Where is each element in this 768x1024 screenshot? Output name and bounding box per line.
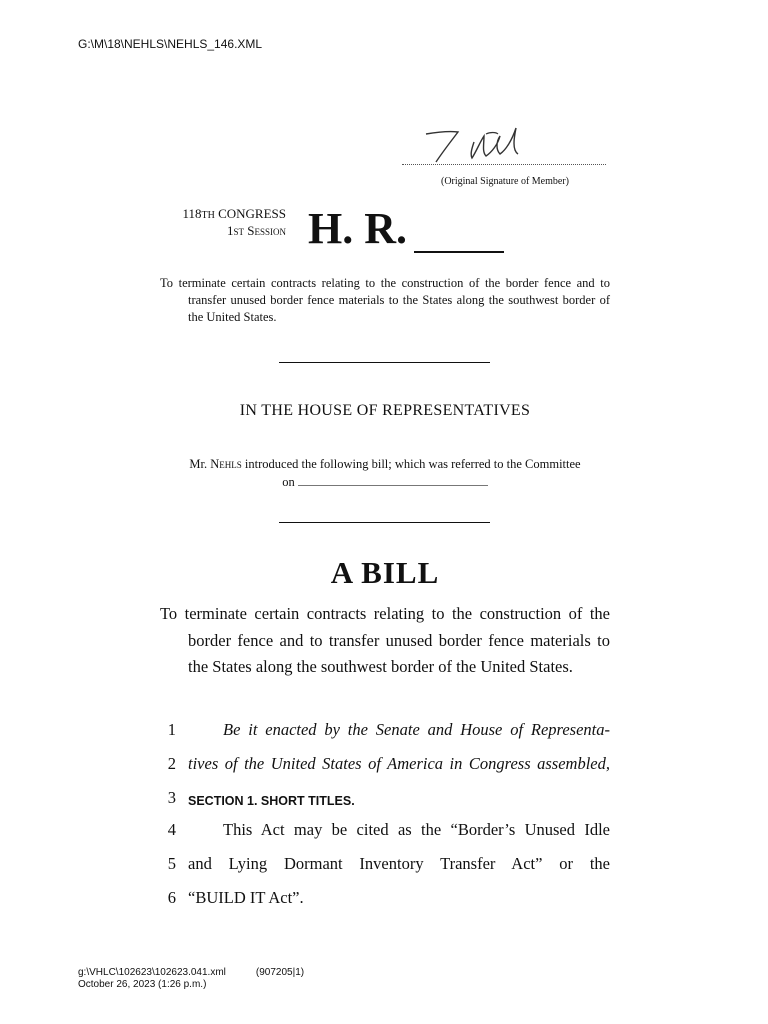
footer-date: October 26, 2023 (1:26 p.m.) xyxy=(78,979,207,990)
signature-caption: (Original Signature of Member) xyxy=(440,176,570,187)
congress-label: 118TH CONGRESS xyxy=(182,206,286,221)
line-number: 6 xyxy=(167,888,176,907)
bill-heading: A BILL xyxy=(330,555,440,590)
enacting-clause: tives of the United States of America in Congress assembled, xyxy=(188,754,610,773)
section-text: This Act may be cited as the “Border’s Unused Idle xyxy=(223,820,610,839)
session-label: 1st Session xyxy=(227,223,286,238)
committee-blank xyxy=(298,475,488,486)
bill-line xyxy=(160,720,610,742)
long-title: To terminate certain contracts relating to the construction of the border fence and to transfer unused border fence materials to the States along the southwest border of the United States. xyxy=(160,604,610,676)
bill-line xyxy=(160,754,610,776)
section-text: “BUILD IT Act”. xyxy=(188,888,304,907)
bill-line xyxy=(160,888,610,910)
signature-line xyxy=(402,164,606,165)
congress-session xyxy=(140,206,286,238)
introduction-statement: Mr. Nehls introduced the following bill; which was referred to the Committee on xyxy=(189,457,581,489)
line-number: 5 xyxy=(167,854,176,873)
chamber-heading: IN THE HOUSE OF REPRESENTATIVES xyxy=(239,402,531,419)
short-description: To terminate certain contracts relating to the construction of the border fence and to transfer unused border fence materials to the States along the southwest border of the United States. xyxy=(160,276,610,324)
member-signature xyxy=(400,118,610,168)
line-number: 2 xyxy=(167,754,176,773)
bill-line xyxy=(160,854,610,876)
divider-rule xyxy=(279,522,490,523)
section-heading: SECTION 1. SHORT TITLES. xyxy=(188,794,355,808)
footer-code: (907205|1) xyxy=(255,967,305,978)
sponsor-name: Nehls xyxy=(210,457,242,471)
line-number: 1 xyxy=(167,720,176,739)
enacting-clause: Be it enacted by the Senate and House of Representa- xyxy=(223,720,610,739)
bill-number-blank xyxy=(414,251,504,253)
footer-path: g:\VHLC\102623\102623.041.xml xyxy=(78,967,226,978)
bill-line xyxy=(160,820,610,842)
section-text: and Lying Dormant Inventory Transfer Act” or the xyxy=(188,854,610,873)
line-number: 4 xyxy=(167,820,176,839)
bill-number-title: H. R. xyxy=(308,204,407,253)
bill-line xyxy=(160,788,610,810)
document-footer xyxy=(78,967,304,991)
file-path-header: G:\M\18\NEHLS\NEHLS_146.XML xyxy=(78,37,263,51)
line-number: 3 xyxy=(167,788,176,807)
divider-rule xyxy=(279,362,490,363)
